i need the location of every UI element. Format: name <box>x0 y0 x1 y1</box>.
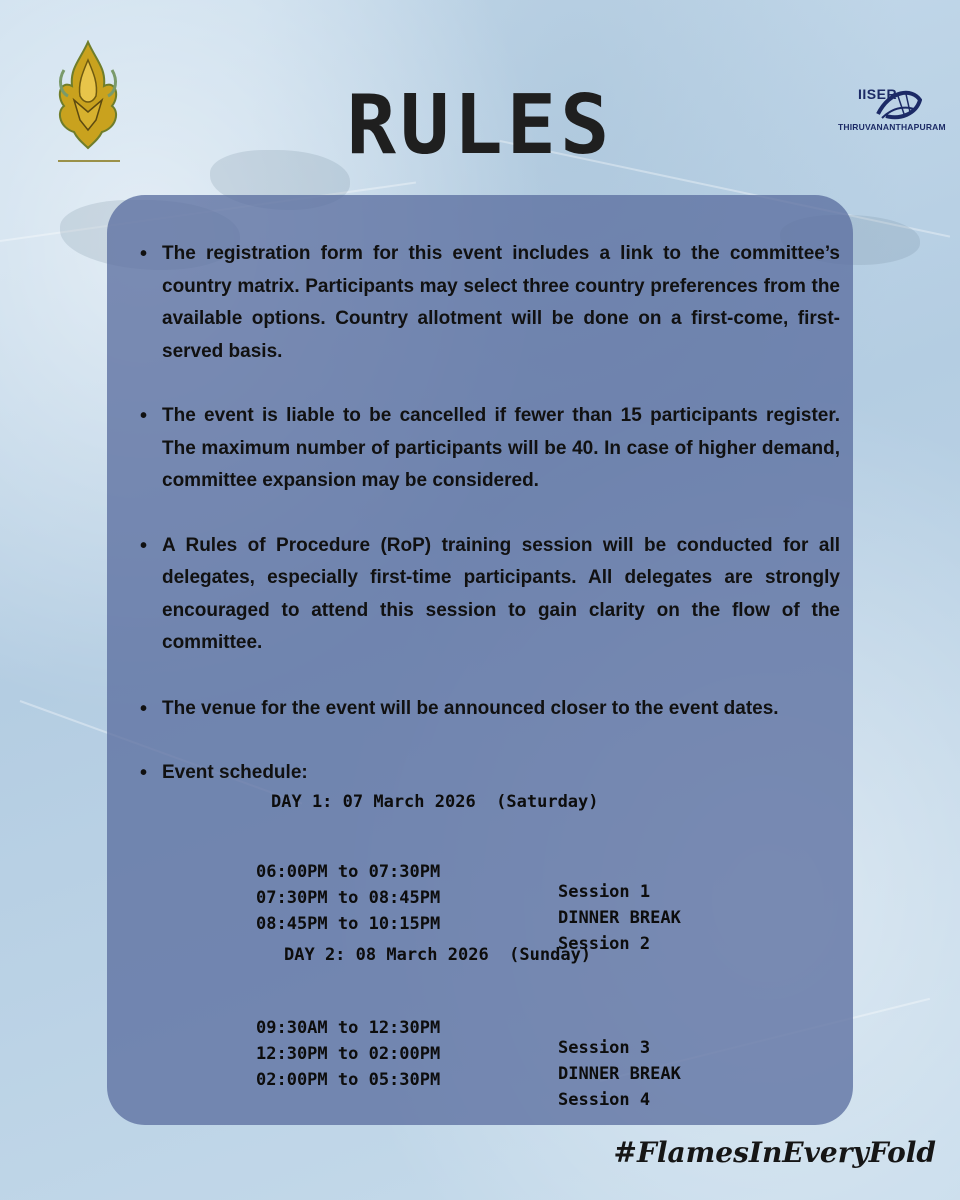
institute-logo-name: IISER <box>858 86 898 102</box>
day-1-heading: DAY 1: 07 March 2026 (Saturday) <box>271 792 599 812</box>
page-title: RULES <box>346 78 614 173</box>
slot-time: 07:30PM to 08:45PM <box>256 888 441 908</box>
slot-activity: Session 3 <box>558 1038 651 1058</box>
slot-time: 02:00PM to 05:30PM <box>256 1070 441 1090</box>
rule-participant-limits: • The event is liable to be cancelled if fewer than 15 participants register. The maximum number of participants will be 40. In case of higher demand, committee expansion may be considered. <box>140 400 840 498</box>
slot-activity: Session 1 <box>558 882 651 902</box>
slot-activity: DINNER BREAK <box>558 1064 681 1084</box>
rule-rop-training: • A Rules of Procedure (RoP) training session will be conducted for all delegates, especially first-time participants. All delegates are strongly encouraged to attend this session to gain clarity on the flow of the committee. <box>140 530 840 660</box>
rules-list <box>140 238 840 790</box>
slot-activity: Session 2 <box>558 934 651 954</box>
institute-logo-subtitle: THIRUVANANTHAPURAM <box>838 122 946 132</box>
slot-time: 08:45PM to 10:15PM <box>256 914 441 934</box>
slot-time: 06:00PM to 07:30PM <box>256 862 441 882</box>
rule-event-schedule: • Event schedule: <box>140 757 840 790</box>
slot-activity: Session 4 <box>558 1090 651 1110</box>
rule-registration: • The registration form for this event includes a link to the committee’s country matrix. Participants may select three country preferences from the available options. Country allotment will be done on a first-come, first-served basis. <box>140 238 840 368</box>
slot-activity: DINNER BREAK <box>558 908 681 928</box>
rule-venue: • The venue for the event will be announced closer to the event dates. <box>140 693 840 726</box>
slot-time: 12:30PM to 02:00PM <box>256 1044 441 1064</box>
slot-time: 09:30AM to 12:30PM <box>256 1018 441 1038</box>
day-2-heading: DAY 2: 08 March 2026 (Sunday) <box>284 945 592 965</box>
hashtag: #FlamesInEveryFold <box>613 1136 936 1169</box>
